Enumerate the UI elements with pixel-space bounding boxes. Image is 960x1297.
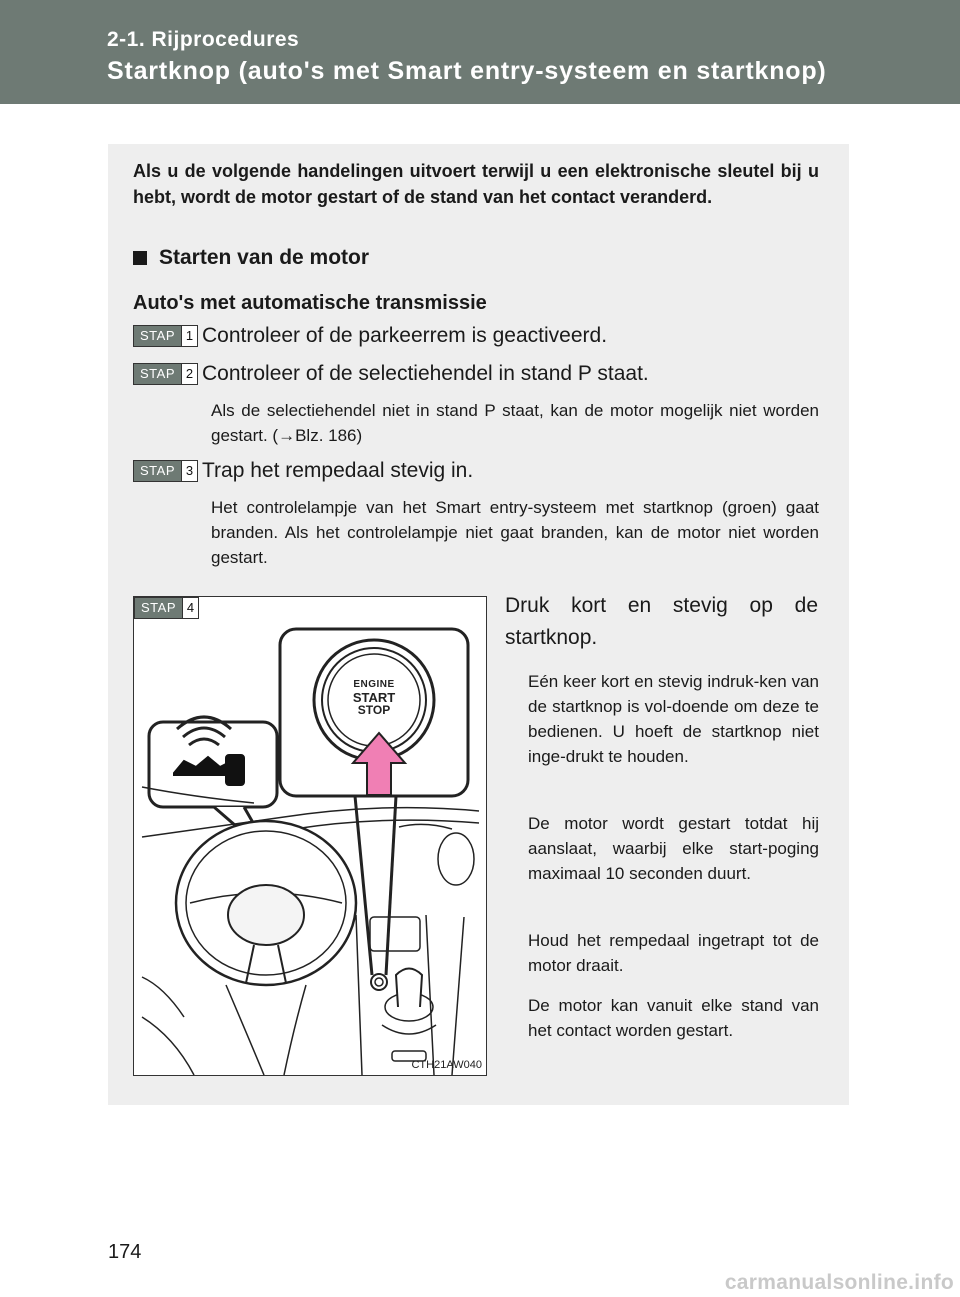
step-badge (133, 460, 198, 482)
watermark: carmanualsonline.info (724, 1271, 954, 1294)
step-2-note: Als de selectiehendel niet in stand P staat, kan de motor mogelijk niet worden gestart. (→Blz. 186) (211, 401, 819, 445)
section-title: 2-1. Rijprocedures (107, 28, 300, 51)
figure-start-button (133, 596, 487, 1076)
step-4-text: Druk kort en stevig op de startknop. (505, 594, 818, 649)
step-4-paragraph: De motor wordt gestart totdat hij aanslaat, waarbij elke start-poging maximaal 10 seconden duurt. (528, 814, 819, 883)
transmission-heading: Auto's met automatische transmissie (133, 292, 487, 314)
step-badge-number: 1 (181, 326, 197, 346)
step-badge-number: 4 (182, 598, 198, 618)
step-badge-label: STAP (135, 598, 182, 618)
step-badge-label: STAP (134, 461, 181, 481)
chapter-title: Startknop (auto's met Smart entry-systeem en startknop) (107, 57, 827, 85)
page-number: 174 (108, 1241, 142, 1263)
dashboard-illustration (134, 597, 486, 1075)
press-arrow-icon (349, 729, 409, 801)
step-3-text: Trap het rempedaal stevig in. (202, 459, 474, 482)
step-badge (133, 325, 198, 347)
step-4-paragraph: Eén keer kort en stevig indruk-ken van de startknop is vol-doende om deze te bedienen. U hoeft de startknop niet inge-drukt te houden. (528, 672, 819, 766)
subheading-text: Starten van de motor (159, 246, 370, 269)
page-header (0, 0, 960, 104)
square-bullet-icon (133, 251, 147, 265)
button-line: STOP (357, 703, 391, 717)
step-badge-label: STAP (134, 326, 181, 346)
step-badge-label: STAP (134, 364, 181, 384)
engine-start-stop-button-label (334, 679, 414, 717)
step-badge-number: 3 (181, 461, 197, 481)
button-line: START (352, 690, 396, 705)
step-2-text: Controleer of de selectiehendel in stand P staat. (202, 362, 649, 385)
step-1 (133, 324, 607, 348)
intro-text: Als u de volgende handelingen uitvoert terwijl u een elektronische sleutel bij u hebt, wordt de motor gestart of de stand van het contact veranderd. (133, 161, 819, 207)
step-badge-number: 2 (181, 364, 197, 384)
step-1-text: Controleer of de parkeerrem is geactiveerd. (202, 324, 608, 347)
step-4-paragraph: Houd het rempedaal ingetrapt tot de motor draait. (528, 931, 819, 975)
step-4-paragraph: De motor kan vanuit elke stand van het contact worden gestart. (528, 996, 819, 1040)
step-3 (133, 459, 473, 483)
step-3-note: Het controlelampje van het Smart entry-systeem met startknop (groen) gaat branden. Als het controlelampje niet gaat branden, kan de motor niet worden gestart. (211, 498, 819, 567)
step-badge (133, 363, 198, 385)
step-2 (133, 362, 649, 386)
figure-code: CTH21AW040 (411, 1059, 482, 1071)
subheading (133, 246, 369, 270)
button-line: ENGINE (353, 679, 395, 690)
